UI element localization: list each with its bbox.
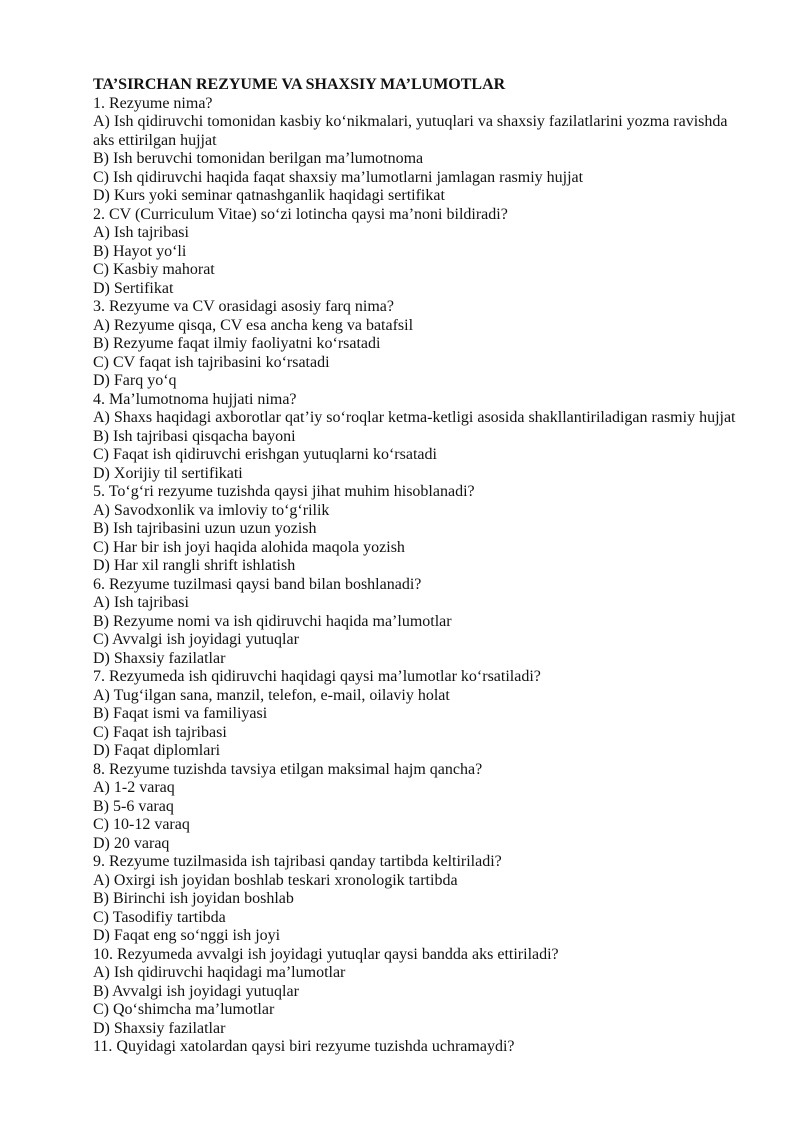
question-1-option-b: B) Ish beruvchi tomonidan berilgan ma’lumotnoma <box>93 150 424 167</box>
question-3-option-a: A) Rezyume qisqa, CV esa ancha keng va batafsil <box>93 316 414 334</box>
question-9-option-d: D) Faqat eng so‘nggi ish joyi <box>93 927 281 944</box>
question-2: 2. CV (Curriculum Vitae) so‘zi lotincha qaysi ma’noni bildiradi? <box>93 205 508 223</box>
question-1-option-d: D) Kurs yoki seminar qatnashganlik haqidagi sertifikat <box>93 187 445 204</box>
question-10-option-c: C) Qo‘shimcha ma’lumotlar <box>93 1001 275 1018</box>
question-6-option-a: A) Ish tajribasi <box>93 594 189 611</box>
question-10-option-a: A) Ish qidiruvchi haqidagi ma’lumotlar <box>93 964 346 981</box>
question-7-option-d: D) Faqat diplomlari <box>93 742 221 759</box>
question-3: 3. Rezyume va CV orasidagi asosiy farq nima? <box>93 298 394 315</box>
question-8-option-d: D) 20 varaq <box>93 834 170 852</box>
question-10-option-b: B) Avvalgi ish joyidagi yutuqlar <box>93 982 299 1000</box>
question-8: 8. Rezyume tuzishda tavsiya etilgan maksimal hajm qancha? <box>93 760 483 778</box>
question-9-option-c: C) Tasodifiy tartibda <box>93 908 226 926</box>
question-10-option-d: D) Shaxsiy fazilatlar <box>93 1019 226 1037</box>
question-6: 6. Rezyume tuzilmasi qaysi band bilan boshlanadi? <box>93 575 422 593</box>
question-7-option-c: C) Faqat ish tajribasi <box>93 723 227 741</box>
question-8-option-c: C) 10-12 varaq <box>93 816 190 833</box>
question-4-option-d: D) Xorijiy til sertifikati <box>93 464 243 482</box>
question-3-option-d: D) Farq yo‘q <box>93 372 177 389</box>
question-1-option-c: C) Ish qidiruvchi haqida faqat shaxsiy ma’lumotlarni jamlagan rasmiy hujjat <box>93 168 584 186</box>
question-1-option-a: A) Ish qidiruvchi tomonidan kasbiy ko‘nikmalari, yutuqlari va shaxsiy fazilatlarini yozma ravishda aks ettirilgan hujjat <box>93 113 728 149</box>
question-8-option-b: B) 5-6 varaq <box>93 797 174 815</box>
question-1: 1. Rezyume nima? <box>93 94 213 112</box>
question-2-option-d: D) Sertifikat <box>93 279 174 297</box>
question-11: 11. Quyidagi xatolardan qaysi biri rezyume tuzishda uchramaydi? <box>93 1038 515 1055</box>
question-9-option-b: B) Birinchi ish joyidan boshlab <box>93 890 294 907</box>
question-2-option-a: A) Ish tajribasi <box>93 224 189 241</box>
question-2-option-c: C) Kasbiy mahorat <box>93 261 215 278</box>
question-6-option-c: C) Avvalgi ish joyidagi yutuqlar <box>93 631 299 648</box>
question-4-option-a: A) Shaxs haqidagi axborotlar qat’iy so‘roqlar ketma-ketligi asosida shakllantiriladigan rasmiy hujjat <box>93 409 736 426</box>
question-7-option-a: A) Tug‘ilgan sana, manzil, telefon, e-mail, oilaviy holat <box>93 686 450 704</box>
question-5-option-b: B) Ish tajribasini uzun uzun yozish <box>93 520 317 537</box>
question-3-option-c: C) CV faqat ish tajribasini ko‘rsatadi <box>93 353 330 371</box>
question-4-option-b: B) Ish tajribasi qisqacha bayoni <box>93 427 296 445</box>
question-4-option-c: C) Faqat ish qidiruvchi erishgan yutuqlarni ko‘rsatadi <box>93 446 437 463</box>
question-9: 9. Rezyume tuzilmasida ish tajribasi qanday tartibda keltiriladi? <box>93 853 502 870</box>
question-7-option-b: B) Faqat ismi va familiyasi <box>93 705 268 722</box>
question-5-option-a: A) Savodxonlik va imloviy to‘g‘rilik <box>93 501 330 519</box>
question-8-option-a: A) 1-2 varaq <box>93 779 175 796</box>
question-5: 5. To‘g‘ri rezyume tuzishda qaysi jihat muhim hisoblanadi? <box>93 483 475 500</box>
question-4: 4. Ma’lumotnoma hujjati nima? <box>93 390 297 408</box>
question-9-option-a: A) Oxirgi ish joyidan boshlab teskari xronologik tartibda <box>93 871 458 889</box>
question-7: 7. Rezyumeda ish qidiruvchi haqidagi qaysi ma’lumotlar ko‘rsatiladi? <box>93 668 541 685</box>
question-6-option-d: D) Shaxsiy fazilatlar <box>93 649 226 667</box>
question-10: 10. Rezyumeda avvalgi ish joyidagi yutuqlar qaysi bandda aks ettiriladi? <box>93 945 559 963</box>
question-3-option-b: B) Rezyume faqat ilmiy faoliyatni ko‘rsatadi <box>93 335 381 352</box>
question-5-option-c: C) Har bir ish joyi haqida alohida maqola yozish <box>93 538 405 556</box>
question-6-option-b: B) Rezyume nomi va ish qidiruvchi haqida ma’lumotlar <box>93 612 452 630</box>
document-title: TA’SIRCHAN REZYUME VA SHAXSIY MA’LUMOTLAR <box>93 76 506 93</box>
question-5-option-d: D) Har xil rangli shrift ishlatish <box>93 557 296 574</box>
question-2-option-b: B) Hayot yo‘li <box>93 242 187 260</box>
